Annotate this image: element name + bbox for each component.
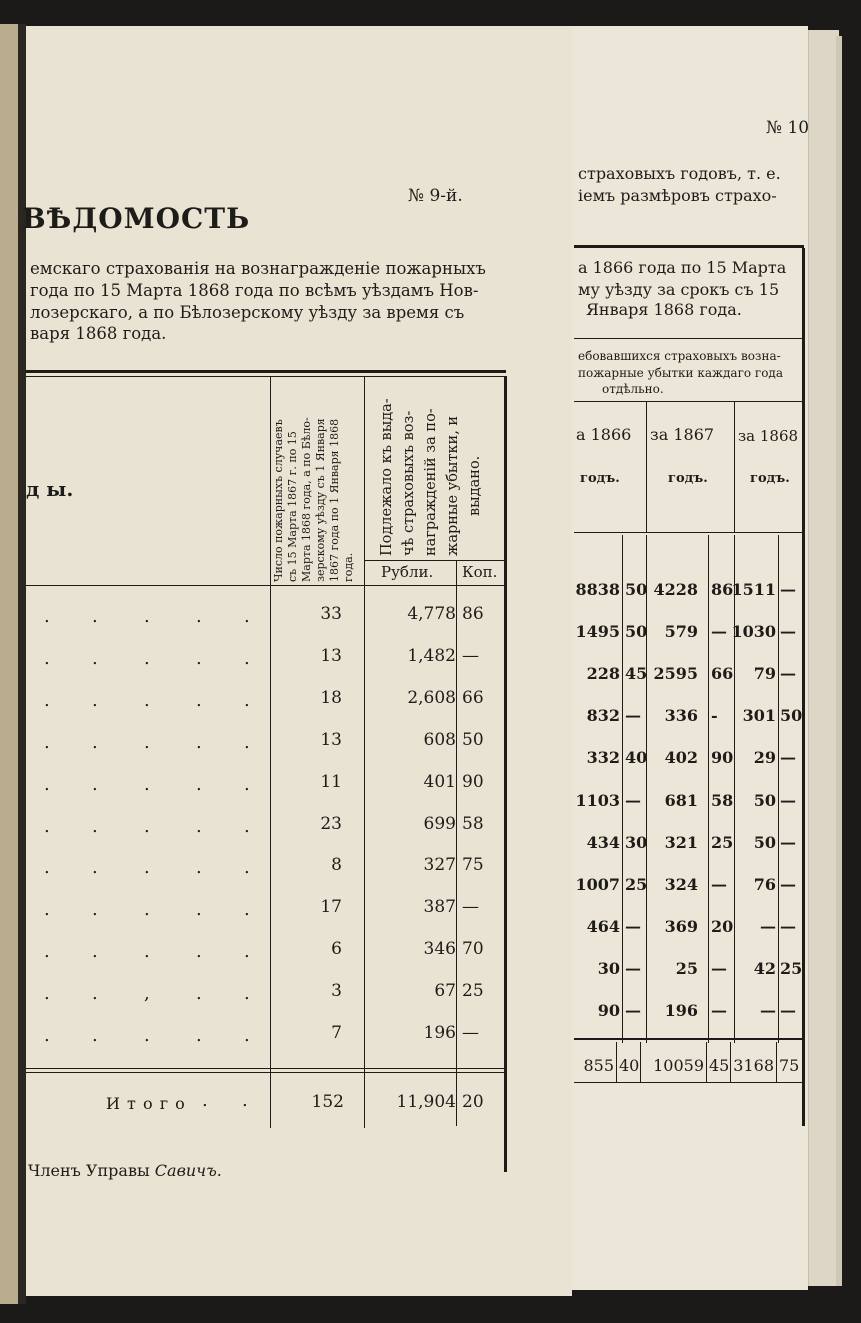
fire-count-cell: 18 [320,687,342,708]
total-rub-1867: 10059 [653,1056,704,1075]
rub-1867-cell: 402 [664,748,698,768]
leader-dot: . [44,983,50,1005]
leader-dot: . [92,857,98,879]
kop-1867-cell: — [711,1001,727,1020]
kop-1867-cell: 66 [711,664,734,684]
leader-dot: . [244,606,250,627]
fire-count-cell: 3 [331,981,342,1002]
left-subtitle-line-2: года по 15 Марта 1868 года по всѣмъ уѣздамъ Нов- [30,281,479,300]
total-kop-1868: 75 [779,1056,800,1075]
leader-dot: . [92,731,98,753]
kop-1868-cell: — [780,664,796,684]
rubles-cell: 1,482 [407,645,456,666]
fire-count-cell: 13 [320,645,342,666]
kop-1868-cell: — [780,580,796,599]
right-outer-border [802,248,805,1126]
leader-dot: . [196,1025,202,1046]
right-header-rule [574,338,802,339]
total-kopecks: 20 [462,1092,484,1112]
kop-1866-cell: 40 [625,748,648,768]
rub-1868-cell: 42 [753,958,776,978]
leader-dot: . [244,941,250,963]
leader-dot: . [196,815,202,837]
right-subtitle-line-3: Января 1868 года. [586,300,742,319]
right-page-number: № 10 [766,118,810,138]
rubles-cell: 4,778 [407,604,456,624]
rub-1868-cell: 301 [742,706,776,726]
fire-count-cell: 33 [320,604,342,624]
right-col-div-1 [622,535,623,1043]
rubles-cell: 608 [423,729,456,750]
kop-1867-cell: — [711,622,727,642]
leader-dot: . [144,606,150,627]
left-total-rule [26,1068,504,1069]
rub-1866-cell: 30 [597,958,620,978]
rub-1866-cell: 1103 [575,790,620,810]
total-leader-dot: . [242,1090,248,1111]
kop-1868-cell: — [780,1001,796,1020]
kopecks-cell: 25 [462,981,484,1002]
kopecks-cell: 75 [462,855,484,876]
fire-count-cell: 7 [331,1023,342,1043]
kop-1866-cell: — [625,706,641,726]
rub-1867-cell: 321 [664,832,698,852]
fire-count-cell: 17 [320,897,342,918]
kop-1866-cell: — [625,958,641,978]
signature-prefix: Членъ Управы [28,1161,150,1180]
leader-dot: . [196,731,202,753]
leader-dot: . [44,857,50,879]
leader-dot: . [144,941,150,963]
right-total-div-1 [616,1042,617,1082]
rub-1866-cell: 434 [586,832,620,852]
document-title: ВѢДОМОСТЬ [22,202,251,235]
col-uezdy-header: д ы. [26,477,74,501]
rub-1867-cell: 196 [664,1001,698,1020]
kop-1868-cell: 25 [780,958,803,978]
kop-1866-cell: — [625,790,641,810]
rub-1868-cell: 50 [753,790,776,810]
rub-1867-cell: 4228 [653,580,698,599]
signature-name: Савичъ. [154,1161,222,1180]
right-col-div-3 [708,535,709,1043]
kop-1866-cell: 30 [625,832,648,852]
right-page-edge [808,30,839,1286]
fire-count-cell: 23 [320,813,342,834]
fire-count-cell: 13 [320,729,342,750]
leader-dot: . [244,899,250,921]
leader-dot: . [244,857,250,879]
kop-1867-cell: 90 [711,748,734,768]
rub-1868-cell: 76 [753,874,776,894]
leader-dot: . [144,815,150,837]
total-rubles: 11,904 [396,1092,456,1112]
total-leader-dot: . [202,1090,208,1111]
leader-dot: . [196,647,202,669]
leader-dot: . [92,983,98,1005]
kop-1866-cell: 50 [625,622,648,642]
kopecks-cell: 70 [462,939,484,960]
right-bottom-rule [574,1082,802,1083]
rub-1868-cell: 29 [753,748,776,768]
kop-1866-cell: — [625,1001,641,1020]
right-page-edge-shadow [836,36,842,1286]
rubles-cell: 699 [423,813,456,834]
right-years-rule [574,401,802,402]
right-group-header-1: ебовавшихся страховыхъ возна- [578,349,781,363]
kop-1868-cell: — [780,916,796,936]
right-page [560,26,808,1290]
right-col-div-5 [778,535,779,1043]
leader-dot: . [244,773,250,795]
leader-dot: . [244,983,250,1005]
rub-1868-cell: 1030 [731,622,776,642]
left-col-div-1 [270,376,271,1128]
left-subtitle-line-3: лозерскаго, а по Бѣлозерскому уѣзду за время съ [30,303,465,322]
total-rub-1868: 3168 [733,1056,774,1075]
right-subtitle-line-1: а 1866 года по 15 Марта [578,258,787,277]
col-compensation-header: Подлежало къ выда- чѣ страховыхъ воз- награжденій за по- жарные убытки, и выдано. [379,398,483,556]
leader-dot: . [196,689,202,711]
kop-1868-cell: — [780,790,796,810]
left-subtitle-line-1: емскаго страхованія на вознагражденіе пожарныхъ [30,259,486,278]
kop-1868-cell: — [780,832,796,852]
rubles-cell: 196 [423,1023,456,1043]
right-group-header-3: отдѣльно. [602,382,664,396]
leader-dot: . [244,689,250,711]
left-header-bottom-rule [26,585,504,586]
rub-1867-cell: 336 [664,706,698,726]
fire-count-cell: 11 [320,771,342,792]
kopecks-cell: 90 [462,771,484,792]
left-subheader-rule [364,560,504,561]
left-table-top-rule-thin [26,376,506,377]
rub-1868-cell: 1511 [731,580,776,599]
kop-1867-cell: 86 [711,580,734,599]
left-table-outer-border [504,376,507,1172]
fire-count-cell: 6 [331,939,342,960]
kopecks-cell: 66 [462,687,484,708]
right-year-divider-2 [734,402,735,532]
leader-dot: . [196,773,202,795]
rubles-cell: 401 [423,771,456,792]
rub-1868-cell: 79 [753,664,776,684]
leader-dot: . [44,647,50,669]
rubles-cell: 2,608 [407,687,456,708]
fire-count-cell: 8 [331,855,342,876]
leader-dot: . [44,773,50,795]
kop-1868-cell: — [780,748,796,768]
leader-dot: , [144,983,150,1005]
leader-dot: . [44,815,50,837]
leader-dot: . [196,606,202,627]
right-year-divider-1 [646,402,647,532]
left-table-top-rule [26,370,506,373]
leader-dot: . [196,899,202,921]
kop-1866-cell: 45 [625,664,648,684]
rub-1867-cell: 25 [675,958,698,978]
leader-dot: . [44,941,50,963]
right-subtitle-line-2: му уѣзду за срокъ съ 15 [578,280,780,299]
rub-1866-cell: 1495 [575,622,620,642]
rub-1867-cell: 369 [664,916,698,936]
rub-1866-cell: 1007 [575,874,620,894]
col-fire-cases-header: Число пожарныхъ случаевъ съ 15 Марта 1867 г. по 15 Марта 1868 года, а по Бѣло- зерскому уѣзду съ 1 Января 1867 года по 1 Января 1868 года. [272,417,355,582]
right-top-rule [574,245,804,248]
kop-1868-cell: — [780,874,796,894]
year-1868: за 1868 [738,427,799,445]
rub-1866-cell: 832 [586,706,620,726]
leader-dot: . [92,773,98,795]
kop-1866-cell: 25 [625,874,648,894]
col-kopecks-header: Коп. [462,563,498,581]
leader-dot: . [144,1025,150,1046]
kopecks-cell: 50 [462,729,484,750]
leader-dot: . [44,899,50,921]
leader-dot: . [44,689,50,711]
left-col-div-3 [456,560,457,1126]
leader-dot: . [44,1025,50,1046]
right-group-header-2: пожарные убытки каждаго года [578,366,783,380]
left-col-div-2 [364,376,365,1128]
rub-1867-cell: 681 [664,790,698,810]
kop-1867-cell: 58 [711,790,734,810]
kopecks-cell: — [462,897,479,918]
leader-dot: . [92,606,98,627]
kopecks-cell: 86 [462,604,484,624]
leader-dot: . [196,857,202,879]
leader-dot: . [144,899,150,921]
leader-dot: . [92,815,98,837]
rub-1867-cell: 2595 [653,664,698,684]
leader-dot: . [144,647,150,669]
year-1867: за 1867 [650,425,715,444]
left-subtitle-line-4: варя 1868 года. [30,324,167,343]
kopecks-cell: — [462,645,479,666]
kop-1867-cell: — [711,958,727,978]
right-intro-line-1: страховыхъ годовъ, т. е. [578,164,781,183]
kop-1867-cell: 25 [711,832,734,852]
rub-1868-cell: 50 [753,832,776,852]
total-kop-1867: 45 [709,1056,730,1075]
leader-dot: . [92,647,98,669]
leader-dot: . [244,815,250,837]
leader-dot: . [44,731,50,753]
rub-1866-cell: 90 [597,1001,620,1020]
kop-1866-cell: 50 [625,580,648,599]
rubles-cell: 387 [423,897,456,918]
year-word-1868: годъ. [750,471,790,486]
year-word-1867: годъ. [668,471,708,486]
kop-1867-cell: — [711,874,727,894]
kop-1868-cell: 50 [780,706,803,726]
kop-1868-cell: — [780,622,796,642]
right-total-rule [574,1038,802,1040]
right-intro-line-2: іемъ размѣровъ страхо- [578,186,777,205]
rub-1868-cell: — [760,1001,776,1020]
total-label: И т о г о [106,1094,186,1113]
total-kop-1866: 40 [619,1056,640,1075]
kop-1867-cell: - [711,706,718,726]
year-1866: а 1866 [576,425,632,444]
total-rub-1866: 855 [583,1056,614,1075]
rub-1866-cell: 228 [586,664,620,684]
leader-dot: . [92,1025,98,1046]
rub-1866-cell: 332 [586,748,620,768]
rubles-cell: 327 [423,855,456,876]
right-total-div-5 [776,1042,777,1082]
kop-1866-cell: — [625,916,641,936]
total-count: 152 [311,1092,344,1112]
leader-dot: . [244,647,250,669]
rub-1868-cell: — [760,916,776,936]
leader-dot: . [244,731,250,753]
kopecks-cell: 58 [462,813,484,834]
leader-dot: . [44,606,50,627]
leader-dot: . [92,899,98,921]
col-rubles-header: Рубли. [381,563,434,581]
leader-dot: . [196,983,202,1005]
rubles-cell: 67 [434,981,456,1002]
rub-1867-cell: 324 [664,874,698,894]
leader-dot: . [144,857,150,879]
rub-1867-cell: 579 [664,622,698,642]
leader-dot: . [144,773,150,795]
kopecks-cell: — [462,1023,479,1043]
leader-dot: . [196,941,202,963]
rub-1866-cell: 464 [586,916,620,936]
left-total-rule-2 [26,1072,504,1073]
signature [28,1161,222,1180]
kop-1867-cell: 20 [711,916,734,936]
left-page-number: № 9-й. [408,186,463,206]
leader-dot: . [144,689,150,711]
leader-dot: . [92,941,98,963]
rub-1866-cell: 8838 [575,580,620,599]
leader-dot: . [144,731,150,753]
leader-dot: . [244,1025,250,1046]
right-body-rule [574,532,802,533]
year-word-1866: годъ. [580,471,620,486]
leader-dot: . [92,689,98,711]
rubles-cell: 346 [423,939,456,960]
